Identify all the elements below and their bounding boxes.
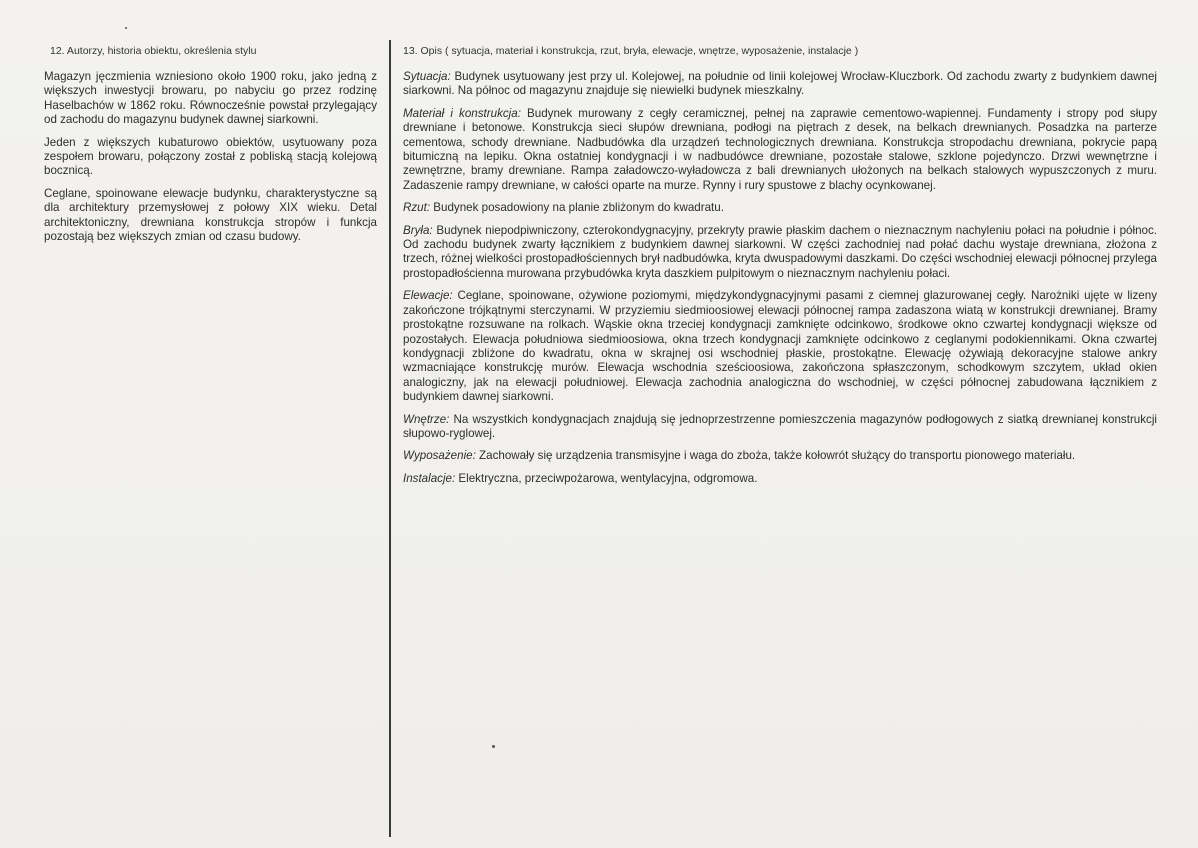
elevations-text: Ceglane, spoinowane, ożywione poziomymi, międzykondygnacyjnymi pasami z ciemnej glazurowanej cegły. Narożniki ujęte w lizeny zakończone trójkątnymi sterczynami. W przyziemiu siedmioosiowej elewacji północnej rampa zadaszona wiatą w konstrukcji drewnianej. Bramy prostokątne rozsuwane na rolkach. Wąskie okna trzeciej kondygnacji zamknięte odcinkowo, środkowe okno czwartej kondygnacji większe od pozostałych. Elewacja południowa siedmioosiowa, okna trzech kondygnacji zamknięte odcinkowo z ceglanymi podokiennikami. Okna czwartej kondygnacji zbliżone do kwadratu, okna w skrajnej osi wschodniej płaskie, prostokątne. Elewację ożywiają dekoracyjne stalowe ankry wzmacniające konstrukcję murów. Elewacja wschodnia sześcioosiowa, zakończona spłaszczonym, schodkowym szczytem, układ okien analogiczny, jak na elewacji południowej. Elewacja zachodnia analogiczna do wschodniej, w części północnej zabudowana łącznikiem z budynkiem dawnej siarkowni. — [403, 289, 1157, 404]
material-label: Materiał i konstrukcja: — [403, 106, 521, 120]
description-paragraph-installations — [403, 472, 1157, 486]
elevations-label: Elewacje: — [403, 289, 453, 303]
history-paragraph: Magazyn jęczmienia wzniesiono około 1900 roku, jako jedną z większych inwestycji browaru, po nabyciu go przez rodzinę Haselbachów w 1862 roku. Równocześnie powstał przylegający od zachodu do magazynu budynek dawnej siarkowni. — [44, 70, 377, 127]
installations-text: Elektryczna, przeciwpożarowa, wentylacyjna, odgromowa. — [455, 471, 758, 485]
plan-label: Rzut: — [403, 201, 431, 215]
description-paragraph-interior — [403, 413, 1157, 442]
situation-text: Budynek usytuowany jest przy ul. Kolejowej, na południe od linii kolejowej Wrocław-Kluczbork. Od zachodu zwarty z budynkiem dawnej siarkowni. Na północ od magazynu znajduje się niewielki budynek mieszkalny. — [403, 70, 1157, 98]
description-paragraph-material — [403, 107, 1157, 193]
installations-label: Instalacje: — [403, 471, 456, 485]
scan-speck — [125, 27, 127, 29]
interior-label: Wnętrze: — [403, 412, 450, 426]
description-paragraph-massing — [403, 224, 1157, 282]
description-paragraph-equipment — [403, 449, 1157, 463]
description-paragraph-elevations — [403, 289, 1157, 404]
right-column — [403, 44, 1157, 494]
material-text: Budynek murowany z cegły ceramicznej, pełnej na zaprawie cementowo-wapiennej. Fundamenty i stropy pod słupy drewniane i betonowe. Konstrukcja sieci słupów drewniana, podłogi na piętrach z desek, na belkach drewnianych. Posadzka na parterze cementowa, schody drewniane. Nadbudówka dla urządzeń technologicznych drewniana. Konstrukcja stropodachu drewniana, pokrycie papą bitumiczną na lepiku. Okna ostatniej kondygnacji i w nadbudówce drewniane, pozostałe stalowe, szklone pojedynczo. Drzwi wewnętrzne i zewnętrzne, bramy drewniane. Rampa załadowczo-wyładowcza z bali drewnianych ułożonych na belkach stalowych wypuszczonych z muru. Zadaszenie rampy drewniane, w całości oparte na murze. Rynny i rury spustowe z blachy ocynkowanej. — [403, 106, 1157, 192]
massing-text: Budynek niepodpiwniczony, czterokondygnacyjny, przekryty prawie płaskim dachem o nieznacznym nachyleniu połaci na południe i północ. Od zachodu budynek zwarty łącznikiem z budynkiem dawnej siarkowni. W części zachodniej nad połać dachu wystaje drewniana, złożona z trzech, różnej wielkości prostopadłościennych brył nadbudówka, kryta dwuspadowymi daszkami. Do części wschodniej elewacji północnej przylega prostopadłościenna murowana przybudówka kryta daszkiem pulpitowym o nieznacznym nachyleniu połaci. — [403, 223, 1157, 280]
interior-text: Na wszystkich kondygnacjach znajdują się jednoprzestrzenne pomieszczenia magazynów podłogowych z siatką drewnianej konstrukcji słupowo-ryglowej. — [403, 412, 1157, 440]
situation-label: Sytuacja: — [403, 70, 451, 83]
history-paragraph: Jeden z większych kubaturowo obiektów, usytuowany poza zespołem browaru, połączony został z pobliską stacją kolejową bocznicą. — [44, 135, 377, 178]
equipment-label: Wyposażenie: — [403, 449, 476, 463]
massing-label: Bryła: — [403, 223, 433, 237]
description-paragraph-situation — [403, 70, 1157, 99]
scan-speck — [492, 745, 495, 748]
section-13-heading: 13. Opis ( sytuacja, materiał i konstrukcja, rzut, bryła, elewacje, wnętrze, wyposażenie, instalacje ) — [403, 45, 859, 57]
column-divider — [389, 40, 391, 837]
section-12-heading: 12. Autorzy, historia obiektu, określenia stylu — [50, 45, 257, 57]
equipment-text: Zachowały się urządzenia transmisyjne i waga do zboża, także kołowrót służący do transportu pionowego materiału. — [475, 449, 1076, 463]
left-column — [44, 44, 377, 252]
plan-text: Budynek posadowiony na planie zbliżonym do kwadratu. — [430, 201, 724, 215]
description-paragraph-plan — [403, 201, 1157, 215]
history-paragraph: Ceglane, spoinowane elewacje budynku, charakterystyczne są dla architektury przemysłowej z połowy XIX wieku. Detal architektoniczny, drewniana konstrukcja stropów i funkcja pozostają bez większych zmian od czasu budowy. — [44, 186, 377, 244]
